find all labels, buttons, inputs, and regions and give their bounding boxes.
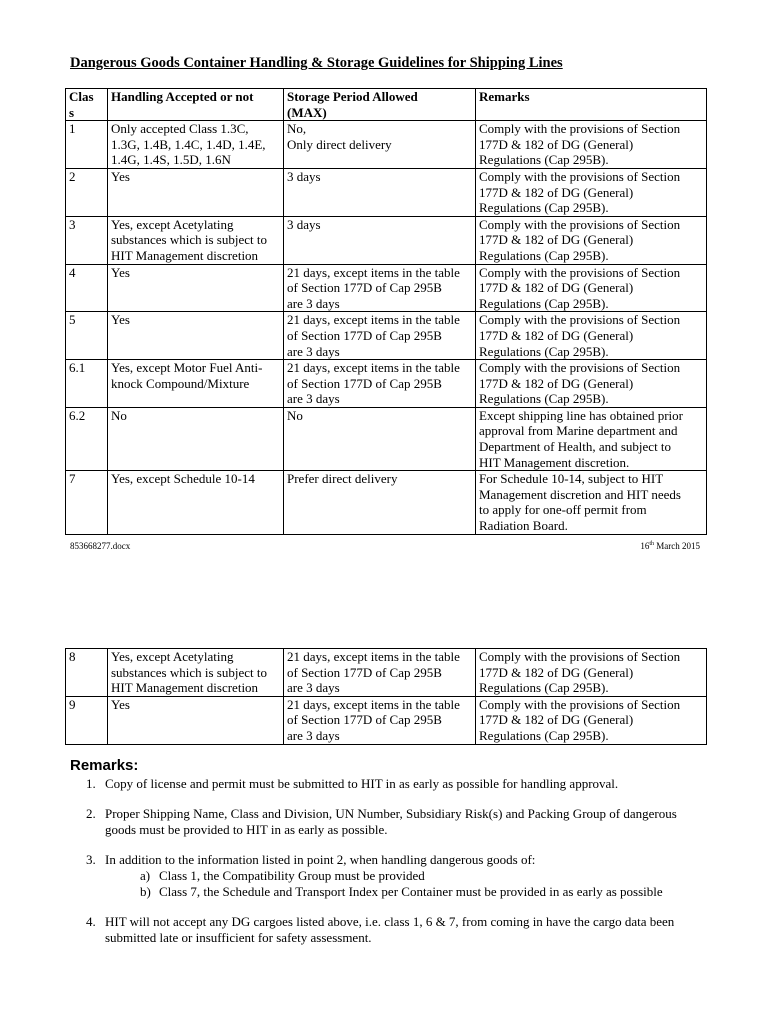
cell-remarks: Comply with the provisions of Section 177D & 182 of DG (General) Regulations (Cap 295B). (476, 360, 707, 408)
cell-handling: Yes, except Motor Fuel Anti- knock Compound/Mixture (108, 360, 284, 408)
remark-text: Copy of license and permit must be submitted to HIT in as early as possible for handling approval. (105, 776, 619, 791)
cell-remarks: Comply with the provisions of Section 177D & 182 of DG (General) Regulations (Cap 295B). (476, 121, 707, 169)
cell-remarks: Comply with the provisions of Section 177D & 182 of DG (General) Regulations (Cap 295B). (476, 696, 707, 744)
table-row (66, 121, 707, 169)
remark-item (86, 914, 706, 946)
cell-handling: Yes, except Acetylating substances which is subject to HIT Management discretion (108, 216, 284, 264)
remarks-heading: Remarks: (70, 757, 139, 774)
remarks-list (86, 776, 706, 960)
remark-item (86, 806, 706, 838)
cell-storage: 21 days, except items in the table of Section 177D of Cap 295B are 3 days (284, 312, 476, 360)
cell-class: 6.1 (66, 360, 108, 408)
remark-subitem (140, 868, 706, 884)
table-row (66, 696, 707, 744)
header-handling: Handling Accepted or not (108, 89, 284, 121)
table-header-row (66, 89, 707, 121)
cell-storage: 21 days, except items in the table of Section 177D of Cap 295B are 3 days (284, 696, 476, 744)
remark-subitem-mark: a) (140, 868, 151, 883)
cell-handling: Yes (108, 696, 284, 744)
table-row (66, 216, 707, 264)
footer-date-suffix: th (649, 541, 654, 547)
cell-class: 4 (66, 264, 108, 312)
table-row (66, 264, 707, 312)
cell-storage: 21 days, except items in the table of Section 177D of Cap 295B are 3 days (284, 360, 476, 408)
cell-handling: Yes (108, 312, 284, 360)
cell-storage: Prefer direct delivery (284, 471, 476, 534)
table-row (66, 407, 707, 470)
cell-handling: Yes, except Schedule 10-14 (108, 471, 284, 534)
cell-remarks: Comply with the provisions of Section 177D & 182 of DG (General) Regulations (Cap 295B). (476, 264, 707, 312)
remark-number: 3. (86, 852, 96, 867)
remark-number: 2. (86, 806, 96, 821)
footer-date (640, 541, 700, 551)
remark-item (86, 776, 706, 792)
remark-subitem-text: Class 1, the Compatibility Group must be provided (159, 868, 425, 883)
cell-remarks: For Schedule 10-14, subject to HIT Management discretion and HIT needs to apply for one-off permit from Radiation Board. (476, 471, 707, 534)
footer-date-day: 16 (640, 541, 650, 551)
header-class: Clas s (66, 89, 108, 121)
cell-handling: Yes (108, 168, 284, 216)
table-row (66, 312, 707, 360)
header-storage: Storage Period Allowed (MAX) (284, 89, 476, 121)
cell-storage: 3 days (284, 216, 476, 264)
footer-date-rest: March 2015 (654, 541, 700, 551)
remark-subitem (140, 884, 706, 900)
cell-class: 1 (66, 121, 108, 169)
dg-guidelines-table (65, 88, 707, 535)
cell-storage: 21 days, except items in the table of Section 177D of Cap 295B are 3 days (284, 649, 476, 697)
cell-class: 7 (66, 471, 108, 534)
remark-sublist (105, 868, 706, 900)
header-remarks: Remarks (476, 89, 707, 121)
cell-class: 3 (66, 216, 108, 264)
document-title: Dangerous Goods Container Handling & Storage Guidelines for Shipping Lines (70, 55, 563, 71)
dg-guidelines-table-continued (65, 648, 707, 745)
table-row (66, 168, 707, 216)
cell-storage: No (284, 407, 476, 470)
footer-filename: 853668277.docx (70, 541, 131, 551)
table-row (66, 360, 707, 408)
cell-remarks: Comply with the provisions of Section 177D & 182 of DG (General) Regulations (Cap 295B). (476, 168, 707, 216)
table-row (66, 649, 707, 697)
cell-handling: No (108, 407, 284, 470)
cell-handling: Yes (108, 264, 284, 312)
cell-storage: 21 days, except items in the table of Section 177D of Cap 295B are 3 days (284, 264, 476, 312)
cell-storage: No, Only direct delivery (284, 121, 476, 169)
remark-text: Proper Shipping Name, Class and Division, UN Number, Subsidiary Risk(s) and Packing Group of dangerous goods must be provided to HIT in as early as possible. (105, 806, 677, 837)
remark-text: In addition to the information listed in point 2, when handling dangerous goods of: (105, 852, 536, 867)
cell-remarks: Except shipping line has obtained prior approval from Marine department and Department of Health, and subject to HIT Management discretion. (476, 407, 707, 470)
cell-remarks: Comply with the provisions of Section 177D & 182 of DG (General) Regulations (Cap 295B). (476, 216, 707, 264)
cell-class: 6.2 (66, 407, 108, 470)
remark-number: 4. (86, 914, 96, 929)
remark-subitem-text: Class 7, the Schedule and Transport Index per Container must be provided in as early as possible (159, 884, 663, 899)
remark-item (86, 852, 706, 900)
remark-subitem-mark: b) (140, 884, 151, 899)
remark-number: 1. (86, 776, 96, 791)
cell-class: 8 (66, 649, 108, 697)
cell-handling: Only accepted Class 1.3C, 1.3G, 1.4B, 1.4C, 1.4D, 1.4E, 1.4G, 1.4S, 1.5D, 1.6N (108, 121, 284, 169)
cell-class: 2 (66, 168, 108, 216)
cell-handling: Yes, except Acetylating substances which is subject to HIT Management discretion (108, 649, 284, 697)
cell-class: 9 (66, 696, 108, 744)
cell-remarks: Comply with the provisions of Section 177D & 182 of DG (General) Regulations (Cap 295B). (476, 649, 707, 697)
cell-remarks: Comply with the provisions of Section 177D & 182 of DG (General) Regulations (Cap 295B). (476, 312, 707, 360)
table-row (66, 471, 707, 534)
cell-class: 5 (66, 312, 108, 360)
remark-text: HIT will not accept any DG cargoes listed above, i.e. class 1, 6 & 7, from coming in have the cargo data been submitted late or insufficient for safety assessment. (105, 914, 675, 945)
cell-storage: 3 days (284, 168, 476, 216)
